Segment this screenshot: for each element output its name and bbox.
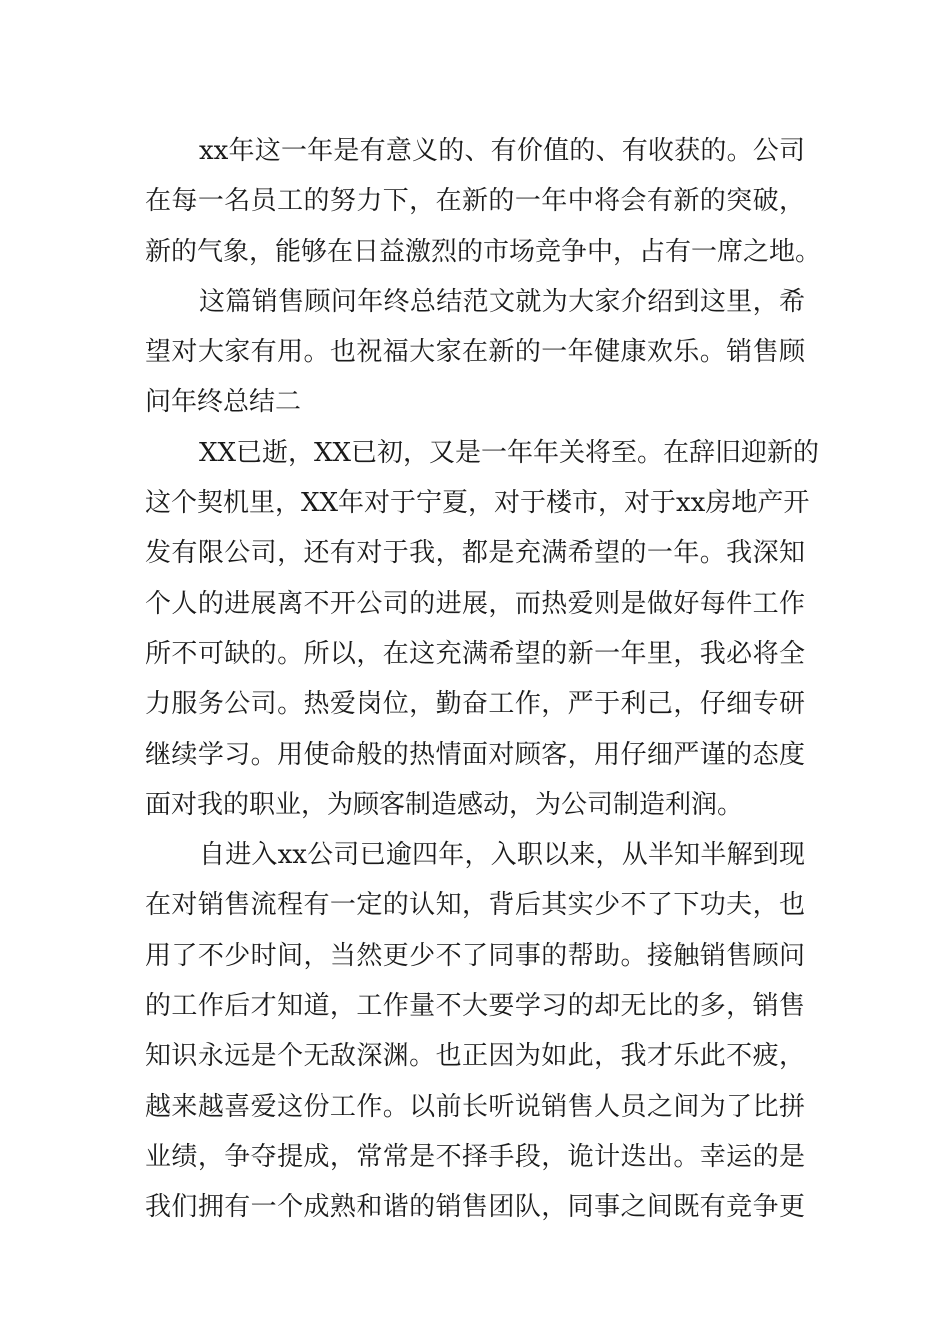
paragraph-3 [145,428,820,830]
paragraph-line: 问年终总结二 [145,387,302,418]
paragraph-line: 这篇销售顾问年终总结范文就为大家介绍到这里，希 [199,286,805,317]
paragraph-line: 力服务公司。热爱岗位，勤奋工作，严于利己，仔细专研 [145,689,805,720]
paragraph-line: 个人的进展离不开公司的进展，而热爱则是做好每件工作 [145,588,805,619]
paragraph-line: 业绩，争夺提成，常常是不择手段，诡计迭出。幸运的是 [145,1141,805,1172]
paragraph-line: 所不可缺的。所以，在这充满希望的新一年里，我必将全 [145,638,805,669]
paragraph-line: 我们拥有一个成熟和谐的销售团队，同事之间既有竞争更 [145,1192,805,1223]
paragraph-line: 在对销售流程有一定的认知，背后其实少不了下功夫，也 [145,890,805,921]
paragraph-line: 面对我的职业，为顾客制造感动，为公司制造利润。 [145,789,744,820]
paragraph-line: XX已逝，XX已初，又是一年年关将至。在辞旧迎新的 [199,437,820,468]
paragraph-line: 知识永远是个无敌深渊。也正因为如此，我才乐此不疲， [145,1041,805,1072]
paragraph-line: 在每一名员工的努力下，在新的一年中将会有新的突破， [145,186,805,217]
paragraph-line: 发有限公司，还有对于我，都是充满希望的一年。我深知 [145,538,805,569]
paragraph-line: 自进入xx公司已逾四年，入职以来，从半知半解到现 [199,840,805,871]
document-body [145,126,822,1233]
paragraph-line: 新的气象，能够在日益激烈的市场竞争中，占有一席之地。 [145,236,822,267]
paragraph-1 [145,126,822,277]
paragraph-2 [145,277,805,428]
paragraph-4 [145,830,805,1232]
paragraph-line: 的工作后才知道，工作量不大要学习的却无比的多，销售 [145,991,805,1022]
paragraph-line: 越来越喜爱这份工作。以前长听说销售人员之间为了比拼 [145,1091,805,1122]
paragraph-line: 这个契机里，XX年对于宁夏，对于楼市，对于xx房地产开 [145,488,810,519]
paragraph-line: 继续学习。用使命般的热情面对顾客，用仔细严谨的态度 [145,739,805,770]
paragraph-line: 用了不少时间，当然更少不了同事的帮助。接触销售顾问 [145,940,805,971]
paragraph-line: 望对大家有用。也祝福大家在新的一年健康欢乐。销售顾 [145,337,805,368]
paragraph-line: xx年这一年是有意义的、有价值的、有收获的。公司 [199,136,805,166]
